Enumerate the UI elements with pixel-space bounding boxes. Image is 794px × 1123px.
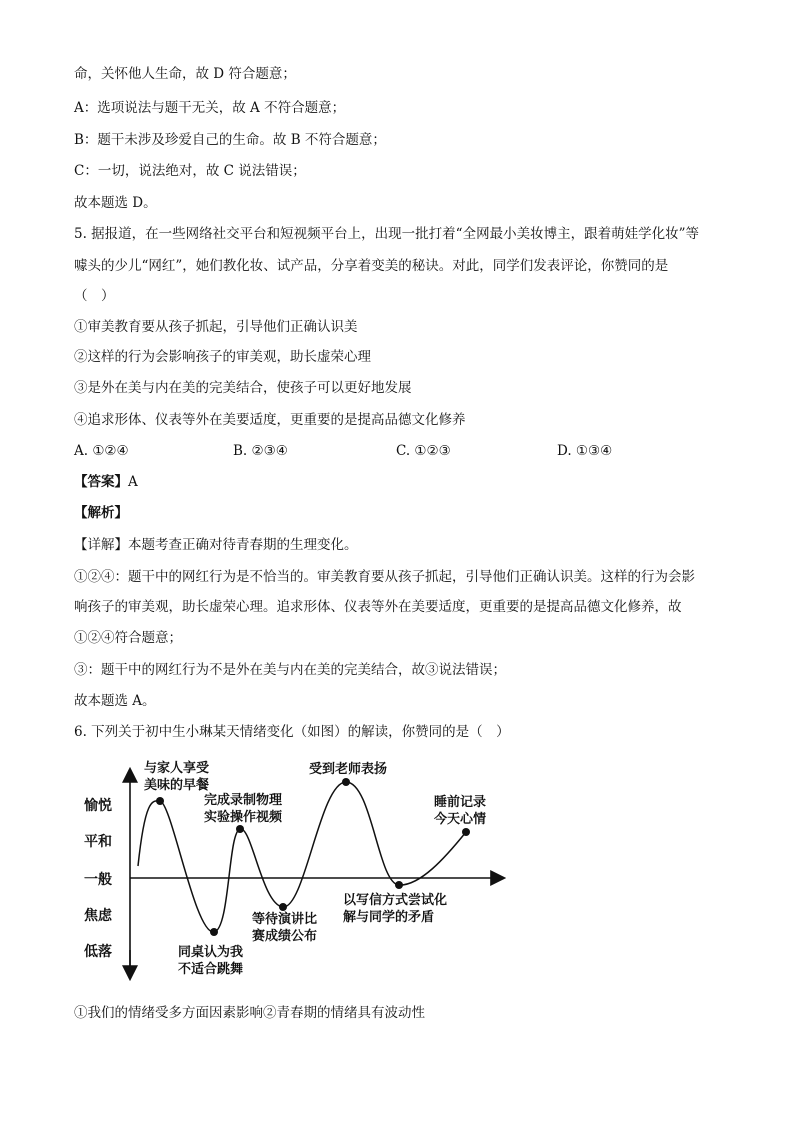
option-d: D. ①③④ <box>557 443 613 459</box>
explanation-line: ①②④：题干中的网红行为是不恰当的。审美教育要从孩子抓起，引导他们正确认识美。这样的行为会影 <box>74 569 695 585</box>
event-label: 同桌认为我 <box>178 945 244 960</box>
event-label: 今天心情 <box>434 812 487 827</box>
y-level-label: 低落 <box>84 944 112 960</box>
detail-tag: 【详解】 <box>74 537 128 553</box>
text-line: B：题干未涉及珍爱自己的生命。故 B 不符合题意； <box>74 132 386 148</box>
event-point <box>462 828 470 836</box>
event-point <box>236 825 244 833</box>
answer-value: A <box>128 474 138 490</box>
event-label: 赛成绩公布 <box>252 929 318 944</box>
text-line: 故本题选 D。 <box>74 195 157 211</box>
answer-line <box>74 472 138 492</box>
explanation-line: ①②④符合题意； <box>74 630 182 646</box>
event-label: 完成录制物理 <box>204 793 283 808</box>
question-6-items: ①我们的情绪受多方面因素影响②青春期的情绪具有波动性 <box>74 1005 425 1021</box>
event-point <box>395 881 403 889</box>
event-label: 受到老师表扬 <box>309 762 388 777</box>
explanation-line: ③：题干中的网红行为不是外在美与内在美的完美结合，故③说法错误； <box>74 662 506 678</box>
emotion-chart <box>0 750 794 1000</box>
text-line: A：选项说法与题干无关，故 A 不符合题意； <box>74 100 346 116</box>
question-5-item: ①审美教育要从孩子抓起，引导他们正确认识美 <box>74 319 358 335</box>
analysis-line <box>74 503 128 523</box>
detail-text: 本题考查正确对待青春期的生理变化。 <box>128 537 358 553</box>
analysis-tag: 【解析】 <box>74 505 128 521</box>
event-point <box>156 797 164 805</box>
question-5-bracket: （ ） <box>74 288 115 304</box>
option-a: A. ①②④ <box>74 443 129 459</box>
option-c: C. ①②③ <box>396 443 451 459</box>
event-label: 解与同学的矛盾 <box>343 910 435 925</box>
question-5-item: ②这样的行为会影响孩子的审美观，助长虚荣心理 <box>74 349 371 365</box>
explanation-line: 响孩子的审美观，助长虚荣心理。追求形体、仪表等外在美要适度，更重要的是提高品德文化修养，故 <box>74 599 682 615</box>
event-point <box>210 928 218 936</box>
answer-tag: 【答案】 <box>74 474 128 490</box>
question-5-stem: 5. 据报道，在一些网络社交平台和短视频平台上，出现一批打着“全网最小美妆博主，跟着萌娃学化妆”等 <box>74 226 699 242</box>
question-5-item: ④追求形体、仪表等外在美要适度，更重要的是提高品德文化修养 <box>74 412 466 428</box>
explanation-line: 故本题选 A。 <box>74 693 156 709</box>
y-level-label: 平和 <box>84 834 112 850</box>
event-point <box>342 778 350 786</box>
y-level-label: 愉悦 <box>84 798 112 814</box>
text-line: C：一切，说法绝对，故 C 说法错误； <box>74 163 306 179</box>
question-5-item: ③是外在美与内在美的完美结合，使孩子可以更好地发展 <box>74 380 412 396</box>
text-line: 命，关怀他人生命，故 D 符合题意； <box>74 66 296 82</box>
y-level-label: 一般 <box>84 872 112 888</box>
y-level-label: 焦虑 <box>84 908 112 924</box>
event-point <box>279 903 287 911</box>
event-label: 美味的早餐 <box>144 778 210 793</box>
event-label: 不适合跳舞 <box>178 962 244 977</box>
event-label: 实验操作视频 <box>204 810 283 825</box>
event-label: 以写信方式尝试化 <box>343 893 448 908</box>
question-6-stem: 6. 下列关于初中生小琳某天情绪变化（如图）的解读，你赞同的是（ ） <box>74 724 510 740</box>
question-5-stem: 噱头的少儿“网红”，她们教化妆、试产品，分享着变美的秘诀。对此，同学们发表评论，你赞同的是 <box>74 258 669 274</box>
event-label: 睡前记录 <box>434 795 487 810</box>
option-b: B. ②③④ <box>233 443 288 459</box>
event-label: 与家人享受 <box>144 761 210 776</box>
detail-line <box>74 535 358 555</box>
event-label: 等待演讲比 <box>252 912 318 927</box>
